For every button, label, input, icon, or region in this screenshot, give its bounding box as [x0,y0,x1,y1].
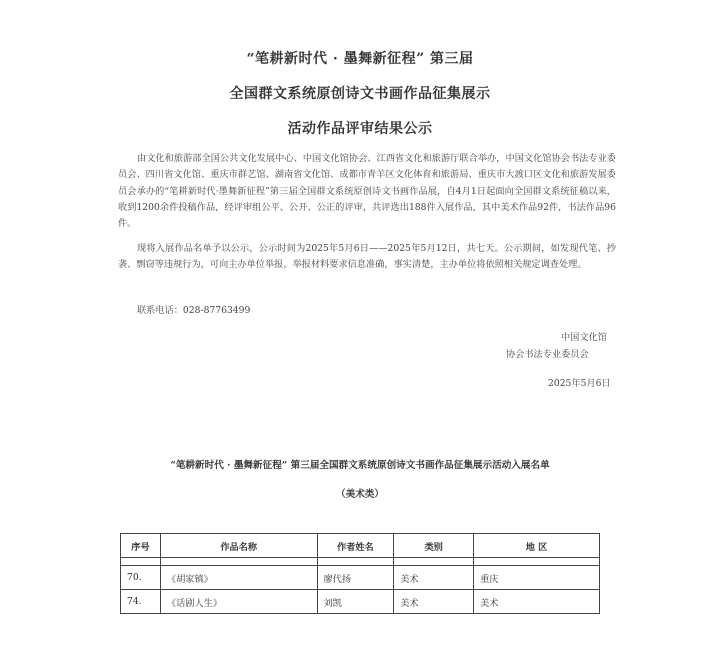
signature-org-1: 中国文化馆 [561,332,607,343]
cell-no: 74. [121,590,161,614]
cell-title: 《胡家镇》 [160,566,317,590]
cell-author: 刘凯 [317,590,394,614]
signature-org-2: 协会书法专业委员会 [506,349,589,360]
table-gap-row [121,558,600,566]
cell-title: 《话剧人生》 [160,590,317,614]
notice-paragraph-2: 现将入展作品名单予以公示，公示时间为2025年5月6日——2025年5月12日，共七天。公示期间，如发现代笔、抄袭、剽窃等违规行为，可向主办单位举报，举报材料要求信息准确，事实清楚，主办单位将依照相关规定调查处理。 [118,243,616,271]
cell-region: 重庆 [474,566,600,590]
table-header-row [121,534,600,558]
contact-phone: 联系电话：028-87763499 [137,305,251,316]
cell-type: 美术 [394,566,474,590]
column-header-region: 地 区 [474,534,600,558]
cell-author: 廖代扬 [317,566,394,590]
list-title: “笔耕新时代 · 墨舞新征程” 第三届全国群文系统原创诗文书画作品征集展示活动入展名单 [170,460,550,471]
table-row [121,590,600,614]
cell-type: 美术 [394,590,474,614]
title-line-3: 活动作品评审结果公示 [287,121,433,137]
notice-paragraph-1: 由文化和旅游部全国公共文化发展中心、中国文化馆协会、江西省文化和旅游厅联合举办，中国文化馆协会书法专业委员会、四川省文化馆、重庆市群艺馆、湖南省文化馆、成都市青羊区文化体育和旅游局、重庆市大渡口区文化和旅游发展委员会承办的“笔耕新时代·墨舞新征程”第三届全国群文系统原创诗文书画作品展，自4月1日起面向全国群文系统征稿以来，收到1200余件投稿作品，经评审组公平、公开、公正的评审，共评选出188件入展作品，其中美术作品92件，书法作品96件。 [118,153,616,230]
title-line-2: 全国群文系统原创诗文书画作品征集展示 [229,86,491,102]
table-row [121,566,600,590]
list-subtitle: （美术类） [336,489,384,500]
column-header-title: 作品名称 [160,534,317,558]
column-header-author: 作者姓名 [317,534,394,558]
column-header-no: 序号 [121,534,161,558]
cell-no: 70. [121,566,161,590]
cell-region: 美术 [474,590,600,614]
entries-table [120,533,600,614]
signature-date: 2025年5月6日 [548,378,611,389]
title-line-1: “笔耕新时代 · 墨舞新征程” 第三届 [246,51,474,67]
column-header-type: 类别 [394,534,474,558]
